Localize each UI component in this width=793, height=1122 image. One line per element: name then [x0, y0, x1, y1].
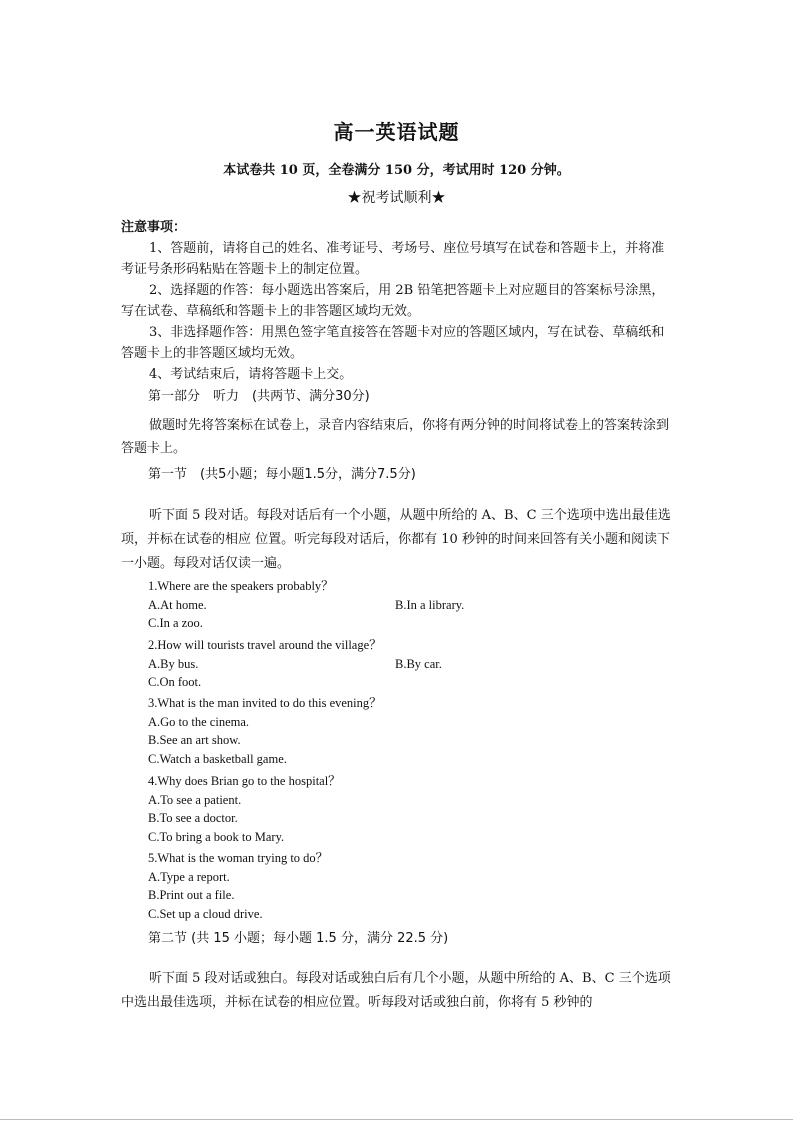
question-text: 2.How will tourists travel around the village？	[148, 638, 382, 652]
section2-heading: 第二节 (共 15 小题；每小题 1.5 分，满分 22.5 分)	[148, 931, 449, 946]
option-b: B.Print out a file.	[148, 888, 235, 902]
notice-item-4: 4、考试结束后，请将答题卡上交。	[149, 367, 353, 382]
question-4	[148, 772, 341, 846]
option-a: A.Type a report.	[148, 869, 230, 884]
section1-instruction: 听下面 5 段对话。每段对话后有一个小题，从题中所给的 A、B、C 三个选项中选出最佳选项，并标在试卷的相应 位置。听完每段对话后，你都有 10 秒钟的时间来回答有关小题和阅读下一小题。每段对话仅读一遍。	[121, 508, 671, 571]
notice-section	[121, 217, 677, 385]
option-b: B.To see a doctor.	[148, 811, 238, 825]
question-text: 3.What is the man invited to do this evening？	[148, 696, 382, 710]
option-c: C.On foot.	[148, 675, 202, 689]
notice-item-2: 2、选择题的作答：每小题选出答案后，用 2B 铅笔把答题卡上对应题目的答案标号涂黑，写在试卷、草稿纸和答题卡上的非答题区域均无效。	[121, 283, 665, 319]
question-2-option-b: B.By car.	[395, 656, 442, 671]
question-1	[148, 577, 334, 633]
option-c: C.To bring a book to Mary.	[148, 829, 285, 844]
question-text: 4.Why does Brian go to the hospital？	[148, 774, 341, 788]
good-luck-line: ★祝考试顺利★	[347, 190, 446, 206]
notice-heading: 注意事项：	[121, 220, 187, 235]
option-c: C.In a zoo.	[148, 616, 203, 630]
option-a: A.By bus.	[148, 656, 199, 671]
option-a: A.At home.	[148, 597, 207, 612]
question-text: 1.Where are the speakers probably？	[148, 579, 334, 593]
question-2	[148, 636, 382, 692]
notice-item-3: 3、非选择题作答：用黑色签字笔直接答在答题卡对应的答题区域内，写在试卷、草稿纸和答题卡上的非答题区域均无效。	[121, 325, 665, 361]
question-1-option-b: B.In a library.	[395, 597, 465, 612]
question-5	[148, 849, 328, 923]
option-a: A.Go to the cinema.	[148, 714, 250, 729]
option-c: C.Set up a cloud drive.	[148, 906, 263, 921]
section2-instruction: 听下面 5 段对话或独白。每段对话或独白后有几个小题，从题中所给的 A、B、C 三个选项中选出最佳选项，并标在试卷的相应位置。听每段对话或独白前，你将有 5 秒钟的	[121, 971, 671, 1010]
option-b: B.See an art show.	[148, 733, 241, 747]
option-c: C.Watch a basketball game.	[148, 751, 287, 766]
section1-heading: 第一节 (共5小题；每小题1.5分，满分7.5分)	[148, 467, 416, 482]
page-title: 高一英语试题	[333, 120, 460, 144]
part1-instruction: 做题时先将答案标在试卷上，录音内容结束后，你将有两分钟的时间将试卷上的答案转涂到答题卡上。	[121, 418, 670, 456]
question-text: 5.What is the woman trying to do？	[148, 851, 329, 865]
page-bottom-rule	[0, 1119, 793, 1120]
exam-info: 本试卷共 10 页，全卷满分 150 分，考试用时 120 分钟。	[223, 163, 570, 178]
option-a: A.To see a patient.	[148, 792, 242, 807]
notice-item-1: 1、答题前，请将自己的姓名、准考证号、考场号、座位号填写在试卷和答题卡上，并将准考证号条形码粘贴在答题卡上的制定位置。	[121, 241, 665, 277]
question-3	[148, 694, 382, 768]
part1-heading: 第一部分 听力 (共两节、满分30分)	[148, 389, 370, 404]
